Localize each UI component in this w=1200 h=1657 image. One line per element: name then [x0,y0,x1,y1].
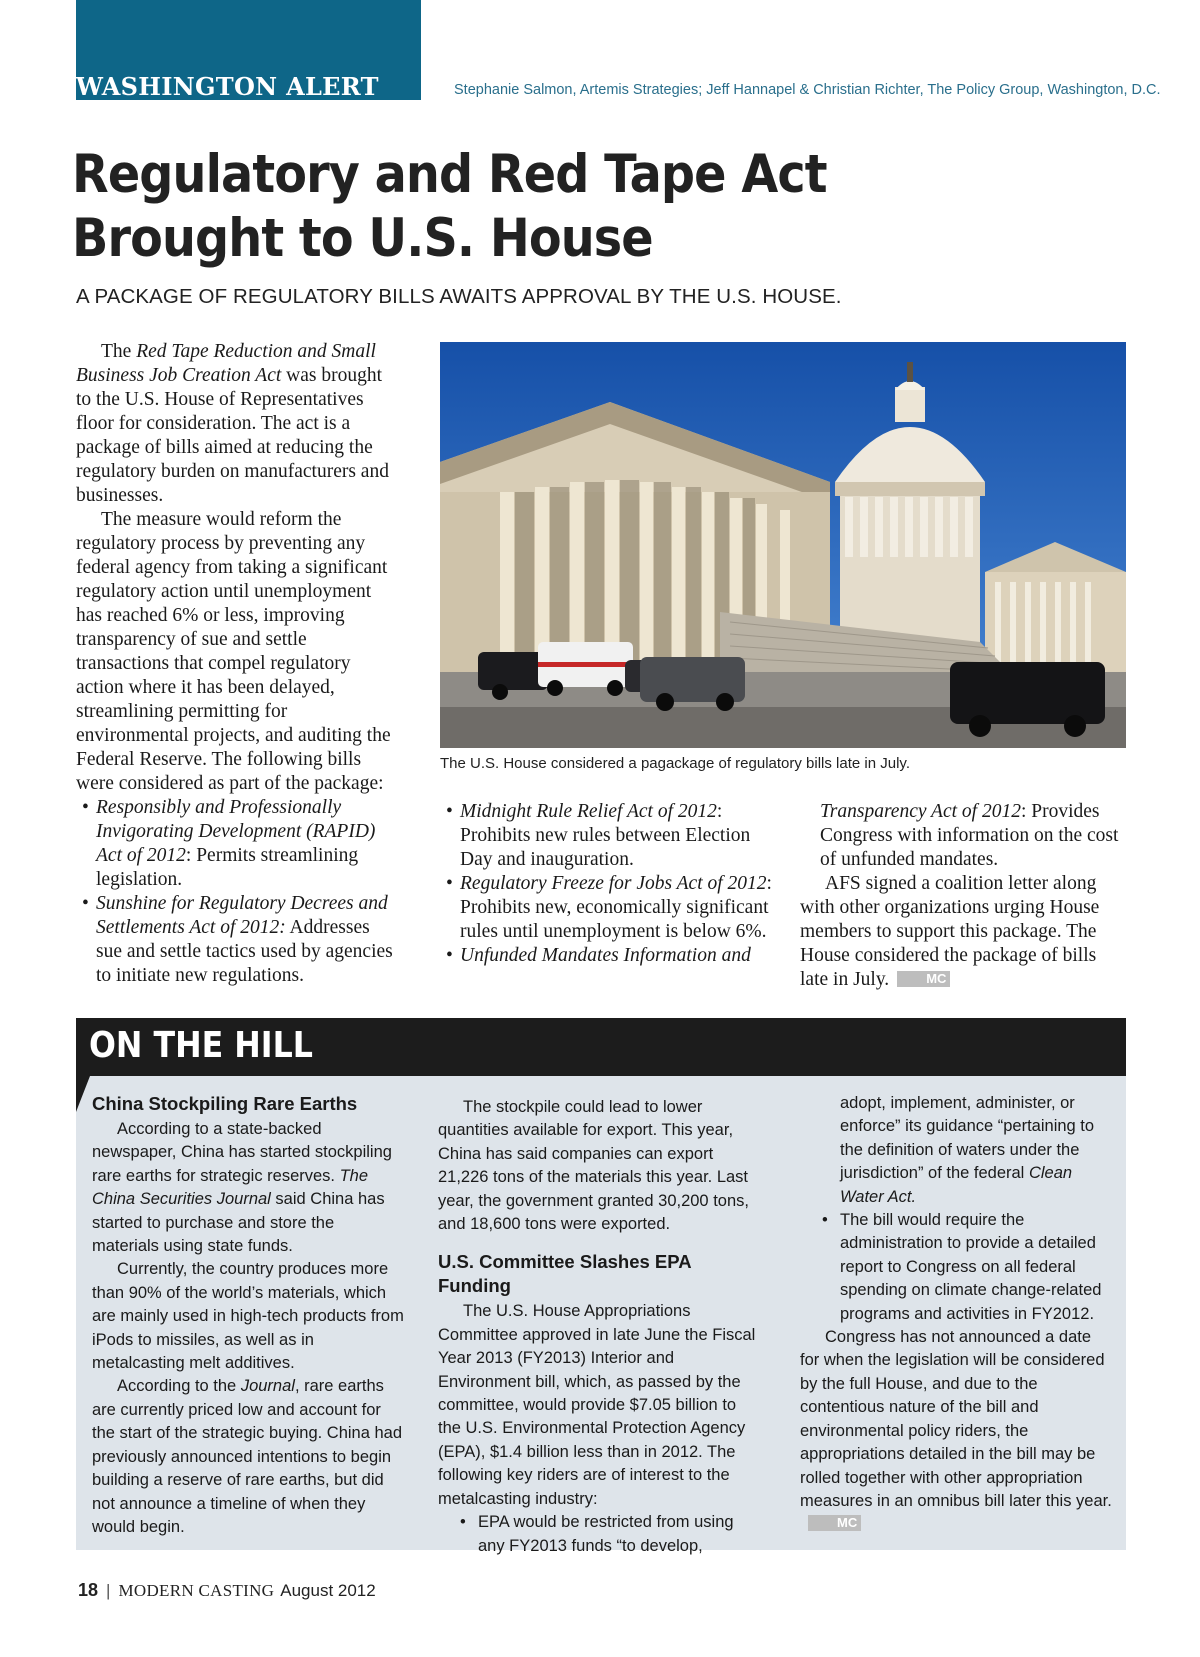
article-paragraph: The measure would reform the regulatory process by preventing any federal agency from taking a significant regulatory action until unemployment has reached 6% or less, improving transparency of sue and settle transactions that compel regulatory action where it has been delayed, streamlining permitting for environmental projects, and auditing the Federal Reserve. The following bills were considered as part of the package: [76,509,391,794]
issue-date: August 2012 [280,1581,376,1600]
bill-list-item-continued: Transparency Act of 2012: Provides Congress with information on the cost of unfunded mandates. [820,801,1119,870]
page-footer [78,1580,376,1601]
article-column-2 [440,800,780,968]
story-heading: China Stockpiling Rare Earths [92,1093,358,1114]
photo-caption: The U.S. House considered a pagackage of regulatory bills late in July. [440,755,910,772]
capitol-photo [440,342,1126,748]
rider-list [438,1511,758,1558]
article-paragraph: The Red Tape Reduction and Small Business Job Creation Act was brought to the U.S. House of Representatives floor for consideration. The act is a package of bills aimed at reducing the regulatory burden on manufacturers and businesses. [76,341,389,506]
bill-list-item: • Responsibly and Professionally Invigorating Development (RAPID) Act of 2012: Permits streamlining legislation. [76,796,396,892]
article-column-1 [76,340,396,988]
header-notch-decoration [76,1076,90,1112]
bill-list-item: • Unfunded Mandates Information and [440,944,780,968]
rider-list-item: • The bill would require the administration to provide a detailed report to Congress on all federal spending on climate change-related programs and activities in FY2012. [800,1209,1112,1326]
headline-line-1: Regulatory and Red Tape Act [72,144,827,205]
bill-list-item: • Sunshine for Regulatory Decrees and Settlements Act of 2012: Addresses sue and settle tactics used by agencies to initiate new regulations. [76,892,396,988]
story-paragraph: The stockpile could lead to lower quantities available for export. This year, China has said companies can export 21,226 tons of the materials this year. Last year, the government granted 30,200 tons, and 18,600 tons were exported. [438,1098,749,1234]
rider-list-item-continued: adopt, implement, administer, or enforce” its guidance “pertaining to the definition of waters under the jurisdiction” of the federal Clean Water Act. [840,1094,1095,1206]
on-the-hill-title: ON THE HILL [89,1025,313,1066]
bill-list-item: • Regulatory Freeze for Jobs Act of 2012: Prohibits new, economically significant rules until unemployment is below 6%. [440,872,780,944]
story-paragraph: According to the Journal, rare earths are currently priced low and account for the start of the strategic buying. China had previously announced intentions to begin building a reserve of rare earths, but did not announce a timeline of when they would begin. [92,1377,403,1536]
byline: Stephanie Salmon, Artemis Strategies; Jeff Hannapel & Christian Richter, The Policy Group, Washington, D.C. [454,82,1161,98]
section-label: WASHINGTON ALERT [76,72,379,101]
footer-separator: | [106,1581,111,1600]
article-subhead: A PACKAGE OF REGULATORY BILLS AWAITS APPROVAL BY THE U.S. HOUSE. [76,285,842,308]
bill-list [440,800,780,968]
story-heading: U.S. Committee Slashes EPA Funding [438,1251,691,1297]
hill-column-1 [92,1092,404,1539]
magazine-name: MODERN CASTING [118,1581,275,1600]
bill-list [76,796,396,988]
page-number: 18 [78,1580,99,1600]
story-paragraph: The U.S. House Appropriations Committee approved in late June the Fiscal Year 2013 (FY2013) Interior and Environment bill, which, as passed by the committee, would provide $7.05 billion to the U.S. Environmental Protection Agency (EPA), $1.4 billion less than in 2012. The following key riders are of interest to the metalcasting industry: [438,1302,756,1508]
act-name: Red Tape Reduction and Small Business Job Creation Act [76,341,376,386]
rider-list-item: • EPA would be restricted from using any FY2013 funds “to develop, [438,1511,758,1558]
headline-line-2: Brought to U.S. House [72,208,653,269]
article-paragraph: AFS signed a coalition letter along with other organizations urging House members to support this package. The House considered the package of bills late in July. MC [800,873,1100,990]
bill-list-item: • Midnight Rule Relief Act of 2012: Prohibits new rules between Election Day and inauguration. [440,800,780,872]
hill-column-2 [438,1096,758,1558]
story-paragraph: According to a state-backed newspaper, China has started stockpiling rare earths for strategic reserves. The China Securities Journal said China has started to purchase and store the materials using state funds. [92,1120,392,1256]
story-paragraph: Congress has not announced a date for when the legislation will be considered by the full House, and due to the contentious nature of the bill and environmental policy riders, the appropriations detailed in the bill may be rolled together with other appropriation measures in an omnibus bill later this year.MC [800,1328,1112,1531]
end-of-article-badge: MC [808,1515,861,1531]
article-headline [72,143,827,271]
article-column-3 [800,800,1120,992]
rider-list [800,1092,1112,1326]
story-paragraph: Currently, the country produces more than 90% of the world’s materials, which are mainly used in high-tech products from iPods to missiles, as well as in metalcasting melt additives. [92,1260,404,1373]
hill-column-3 [800,1092,1112,1537]
end-of-article-badge: MC [897,971,950,987]
